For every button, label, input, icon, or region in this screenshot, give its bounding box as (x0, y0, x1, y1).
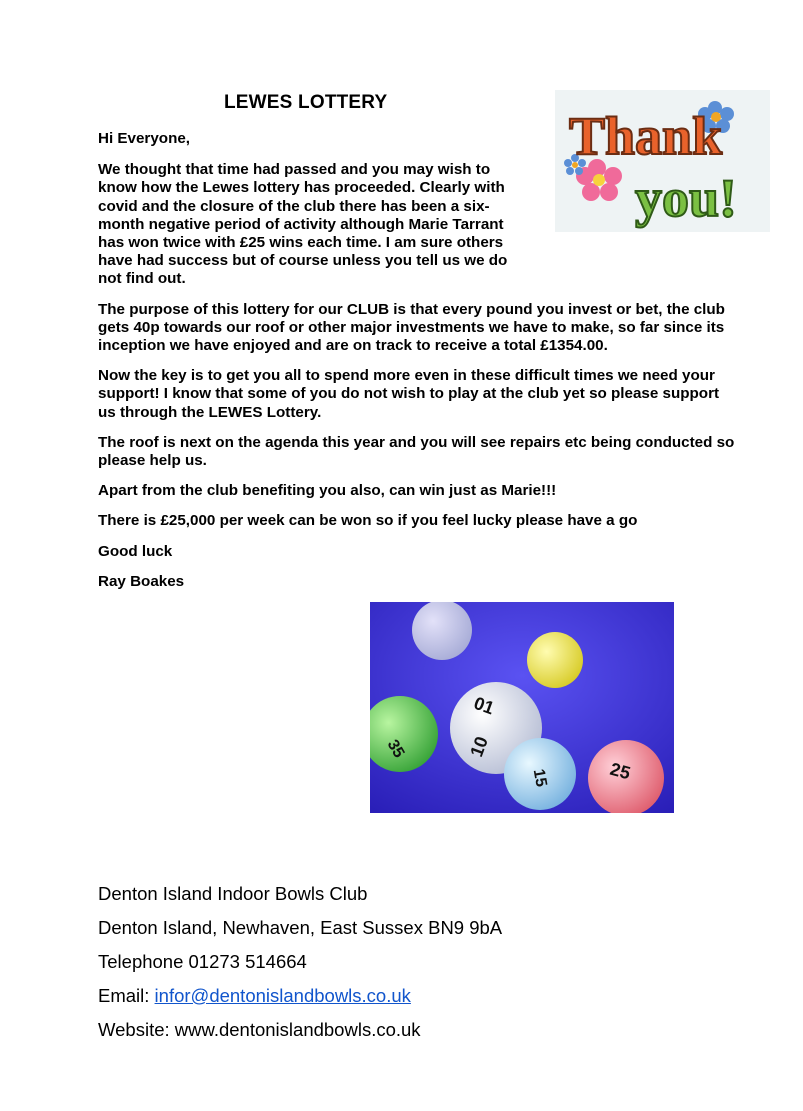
lottery-ball (588, 740, 664, 813)
email-label: Email: (98, 985, 155, 1006)
thank-word: Thank (569, 106, 723, 166)
paragraph: There is £25,000 per week can be won so if you feel lucky please have a go (98, 512, 638, 530)
signature-name: Ray Boakes (98, 572, 185, 590)
svg-text:25: 25 (608, 758, 633, 784)
lottery-balls-image (370, 602, 674, 813)
club-contact-footer (98, 877, 502, 1047)
greeting: Hi Everyone, (98, 130, 191, 147)
svg-text:35: 35 (383, 736, 408, 761)
svg-text:01: 01 (471, 692, 497, 719)
club-name: Denton Island Indoor Bowls Club (98, 883, 368, 904)
email-link[interactable]: infor@dentonislandbowls.co.uk (154, 985, 411, 1006)
lottery-ball (527, 632, 583, 688)
you-word: you! (635, 168, 738, 228)
paragraph: Apart from the club benefiting you also, can win just as Marie!!! (98, 482, 557, 500)
club-telephone: Telephone 01273 514664 (98, 951, 307, 972)
club-website: Website: www.dentonislandbowls.co.uk (98, 1019, 421, 1040)
lottery-ball (504, 738, 576, 810)
svg-text:15: 15 (529, 767, 550, 789)
page-title: LEWES LOTTERY (224, 92, 388, 113)
club-address: Denton Island, Newhaven, East Sussex BN9 9bA (98, 917, 503, 938)
sign-off: Good luck (98, 542, 173, 560)
lottery-ball (412, 602, 472, 660)
paragraph: Now the key is to get you all to spend more even in these difficult times we need your support! I know that some of you do not wish to play at the club yet so please support us through the LEWES Lottery. (98, 367, 720, 421)
paragraph: We thought that time had passed and you may wish to know how the Lewes lottery has proceeded. Clearly with covid and the closure of the club there has been a six-month negative period of activity although Marie Tarrant has won twice with £25 wins each time. I am sure others have had success but of course unless you tell us we do not find out. (98, 161, 508, 288)
paragraph: The purpose of this lottery for our CLUB is that every pound you invest or bet, the club gets 40p towards our roof or other major investments we have to make, so far since its inception we have enjoyed and are on track to receive a total £1354.00. (98, 300, 725, 355)
svg-text:10: 10 (466, 733, 492, 760)
letter-body (98, 130, 738, 603)
paragraph: The roof is next on the agenda this year and you will see repairs etc being conducted so please help us. (98, 433, 735, 470)
club-email-line (98, 979, 502, 1013)
